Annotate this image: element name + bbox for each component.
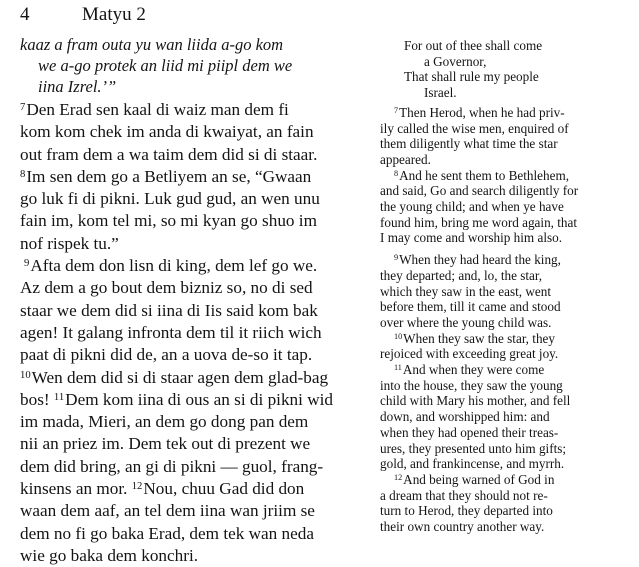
verse-text: agen! It galang infronta dem til it riich wich [20,322,322,342]
verse-text: appeared. [380,151,431,167]
verse-text: them diligently what time the star [380,136,558,152]
verse-number: 7 [20,102,26,114]
verse-text: Den Erad sen kaal di waiz man dem fi [26,100,289,119]
poem-line: That shall rule my people [404,69,539,85]
verse-9 [20,255,376,277]
verse-7 [20,99,376,121]
verse-text: wie go baka dem konchri. [20,545,199,565]
kjv-column [380,38,620,535]
verse-text: ily called the wise men, enquired of [380,120,569,136]
verse-text: a dream that they should not re- [380,487,548,503]
verse-number: 11 [53,392,65,404]
verse-text: Dem kom iina di ous an si di pikni wid [65,389,333,409]
kjv-verse-8 [380,168,620,184]
verse-text: Afta dem don lisn di king, dem lef go we. [30,256,318,276]
verse-text: found him, bring me word again, that [380,214,578,230]
verse-text: out fram dem a wa taim dem did si di staar. [20,144,318,164]
kjv-verse-11 [380,362,620,378]
verse-number: 8 [20,169,26,181]
verse-text: Nou, chuu Gad did don [143,479,305,499]
verse-text: staar we dem did si iina di Iis said kom bak [20,300,318,320]
verse-text: When they saw the star, they [403,330,555,346]
verse-number: 9 [394,253,399,263]
verse-12 [20,478,376,500]
verse-text: And he sent them to Bethlehem, [399,167,570,183]
verse-number: 7 [394,106,399,116]
verse-text: nii an priez im. Dem tek out di prezent we [20,434,311,454]
poem-line: kaaz a fram outa yu wan liida a-go kom [20,35,284,54]
verse-text: And being warned of God in [403,471,555,487]
verse-text: they departed; and, lo, the star, [380,267,543,283]
verse-number: 12 [131,481,143,493]
verse-8 [20,166,376,188]
verse-text: down, and worshipped him: and [380,409,550,425]
kjv-verse-7 [380,105,620,121]
kjv-verse-12 [380,472,620,488]
verse-text: Then Herod, when he had priv- [399,104,565,120]
verse-text: I may come and worship him also. [380,230,563,246]
kjv-verse-9 [380,252,620,268]
verse-text: and said, Go and search diligently for [380,183,579,199]
verse-text: the young child; and when ye have [380,199,564,215]
verse-text: before them, till it came and stood [380,299,561,315]
verse-text: paat di pikni did de, an a uova de-so it tap. [20,345,313,365]
verse-text: Wen dem did si di staar agen dem glad-bag [31,367,329,387]
verse-number: 12 [394,473,403,483]
verse-text: dem no fi go baka Erad, dem tek wan neda [20,523,314,543]
verse-text: kom kom chek im anda di kwaiyat, an fain [20,122,314,142]
verse-number: 10 [20,369,31,381]
verse-11 [20,389,376,411]
verse-text: which they saw in the east, went [380,283,552,299]
verse-10 [20,367,376,389]
verse-text: child with Mary his mother, and fell [380,393,571,409]
verse-text: rejoiced with exceeding great joy. [380,346,559,362]
poem-line: a Governor, [424,53,487,69]
verse-text: turn to Herod, they departed into [380,503,553,519]
verse-text: over where the young child was. [380,314,552,330]
verse-text: Az dem a go bout dem bizniz so, no di sed [20,278,313,298]
kjv-verse-10 [380,331,620,347]
verse-text: when they had opened their treas- [380,424,559,440]
kjv-poem [380,38,620,101]
verse-text: dem did bring, an gi di pikni — guol, frang- [20,456,324,476]
verse-text: their own country another way. [380,519,545,535]
verse-text: When they had heard the king, [399,252,561,268]
verse-text: And when they were come [402,362,545,378]
page-number: 4 [20,4,30,25]
verse-number: 10 [394,331,403,341]
poem-line: For out of thee shall come [404,38,543,53]
verse-text: ures, they presented unto him gifts; [380,440,567,456]
verse-number: 11 [394,363,402,373]
verse-text: nof rispek tu.” [20,233,119,253]
verse-text: fain im, kom tel mi, so mi kyan go shuo im [20,211,317,231]
verse-number: 8 [394,168,399,178]
verse-number: 9 [24,258,30,270]
verse-text: waan dem aaf, an tel dem iina wan jriim se [20,501,315,521]
poem-line: iina Izrel.’” [38,77,117,96]
patois-verses [20,99,376,567]
patois-poem [20,34,376,97]
poem-line: we a-go protek an liid mi piipl dem we [38,56,293,75]
verse-text: go luk fi di pikni. Luk gud gud, an wen unu [20,189,320,209]
verse-text: kinsens an mor. [20,479,132,499]
poem-line: Israel. [424,85,457,101]
verse-text: im mada, Mieri, an dem go dong pan dem [20,412,309,432]
book-chapter-title: Matyu 2 [82,4,146,25]
kjv-verses [380,105,620,535]
verse-text: into the house, they saw the young [380,377,563,393]
patois-column [20,34,376,567]
verse-text: gold, and frankincense, and myrrh. [380,456,565,472]
verse-text: bos! [20,389,54,409]
verse-text: Im sen dem go a Betliyem an se, “Gwaan [26,166,312,186]
